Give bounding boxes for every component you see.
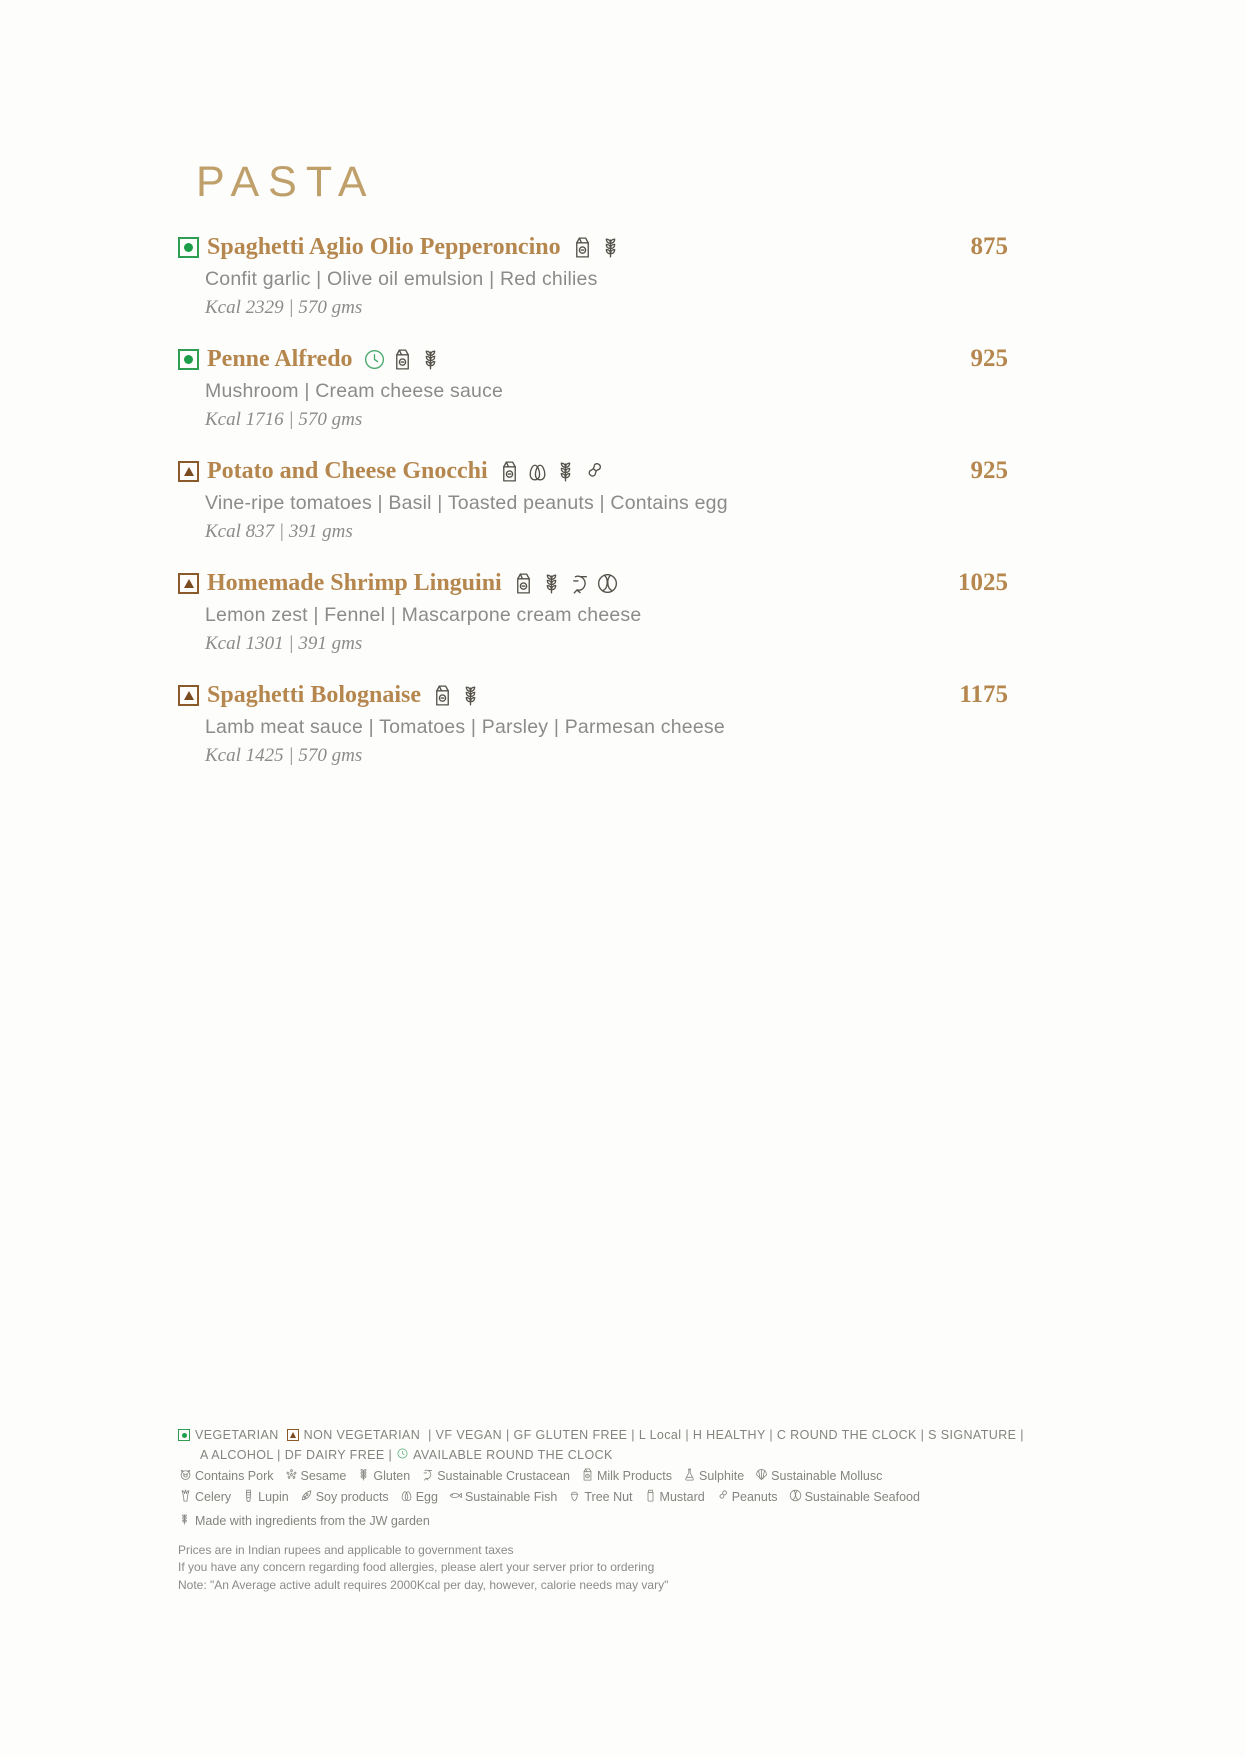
legend-item-label: Sustainable Seafood xyxy=(804,1490,920,1504)
milk-icon xyxy=(430,683,455,708)
allergen-legend-row-1 xyxy=(178,1467,1163,1485)
jw-garden-icon xyxy=(178,1511,191,1530)
non-vegetarian-icon xyxy=(178,685,199,706)
egg-icon xyxy=(525,459,550,484)
lupin-icon xyxy=(241,1488,256,1506)
legend-footer xyxy=(178,1428,1163,1594)
peanut-icon xyxy=(715,1488,730,1506)
gluten-icon xyxy=(458,683,483,708)
legend-alcohol-label: A ALCOHOL | DF DAIRY FREE | xyxy=(200,1448,393,1462)
peanut-icon xyxy=(581,459,606,484)
footer-notes xyxy=(178,1542,1163,1594)
legend-item xyxy=(399,1488,438,1506)
legend-item xyxy=(682,1467,744,1485)
menu-item xyxy=(178,233,1008,319)
menu-item xyxy=(178,569,1008,655)
milk-icon xyxy=(497,459,522,484)
menu-item-price: 875 xyxy=(970,233,1008,260)
mustard-icon xyxy=(643,1488,658,1506)
menu-item-price: 1025 xyxy=(958,569,1008,596)
legend-item xyxy=(356,1467,410,1485)
menu-item-name: Spaghetti Bolognaise xyxy=(207,681,422,708)
legend-item-label: Gluten xyxy=(373,1469,411,1483)
milk-icon xyxy=(390,347,415,372)
menu-item-name: Penne Alfredo xyxy=(207,345,353,372)
menu-item-allergen-icons xyxy=(362,347,443,372)
vegetarian-icon xyxy=(178,349,199,370)
legend-item xyxy=(178,1488,231,1506)
gluten-icon xyxy=(553,459,578,484)
vegetarian-icon xyxy=(178,237,199,258)
menu-item-allergen-icons xyxy=(497,459,606,484)
egg-icon xyxy=(399,1488,414,1506)
fish-icon xyxy=(448,1488,463,1506)
sustainable-seafood-icon xyxy=(788,1488,803,1506)
milk-icon xyxy=(570,235,595,260)
legend-item-label: Sesame xyxy=(300,1469,347,1483)
menu-item-header xyxy=(178,457,1008,485)
legend-item-label: Egg xyxy=(415,1490,438,1504)
footer-note: If you have any concern regarding food allergies, please alert your server prior to ordering xyxy=(178,1560,655,1575)
footer-note: Prices are in Indian rupees and applicable to government taxes xyxy=(178,1543,514,1557)
legend-item xyxy=(448,1488,557,1506)
legend-item xyxy=(715,1488,778,1506)
menu-item-description: Vine-ripe tomatoes | Basil | Toasted peanuts | Contains egg xyxy=(205,492,728,514)
soy-icon xyxy=(299,1488,314,1506)
round-the-clock-icon xyxy=(362,347,387,372)
garden-note-line xyxy=(178,1511,1163,1530)
legend-item-label: Soy products xyxy=(315,1490,389,1504)
menu-item xyxy=(178,345,1008,431)
sulphite-icon xyxy=(682,1467,697,1485)
tree-nut-icon xyxy=(567,1488,582,1506)
crustacean-icon xyxy=(420,1467,435,1485)
legend-item xyxy=(643,1488,705,1506)
menu-item-header xyxy=(178,569,1008,597)
non-vegetarian-icon xyxy=(178,573,199,594)
legend-alcohol-line xyxy=(200,1447,1163,1463)
footer-note: Note: "An Average active adult requires 2000Kcal per day, however, calorie needs may vary" xyxy=(178,1577,669,1592)
vegetarian-label: VEGETARIAN xyxy=(195,1428,279,1442)
legend-item-label: Milk Products xyxy=(596,1469,672,1483)
sesame-icon xyxy=(284,1467,299,1485)
menu-item-header xyxy=(178,233,1008,261)
legend-item xyxy=(299,1488,389,1506)
sustainable-seafood-icon xyxy=(595,571,620,596)
menu-item-price: 1175 xyxy=(959,681,1008,708)
non-vegetarian-icon xyxy=(178,461,199,482)
menu-item-allergen-icons xyxy=(430,683,483,708)
legend-item-label: Tree Nut xyxy=(584,1490,633,1504)
legend-item-label: Sulphite xyxy=(698,1469,745,1483)
legend-abbreviations: | VF VEGAN | GF GLUTEN FREE | L Local | H HEALTHY | C ROUND THE CLOCK | S SIGNATURE | xyxy=(428,1428,1024,1442)
menu-item-description: Mushroom | Cream cheese sauce xyxy=(205,380,504,402)
menu-item-price: 925 xyxy=(970,345,1008,372)
legend-item xyxy=(788,1488,920,1506)
round-the-clock-icon xyxy=(396,1447,409,1463)
garden-note-label: Made with ingredients from the JW garden xyxy=(195,1513,430,1528)
gluten-icon xyxy=(418,347,443,372)
legend-item-label: Sustainable Mollusc xyxy=(771,1469,883,1483)
menu-item-allergen-icons xyxy=(570,235,623,260)
vegetarian-icon xyxy=(178,1429,190,1441)
legend-item-label: Lupin xyxy=(258,1490,289,1504)
non-vegetarian-icon xyxy=(287,1429,299,1441)
menu-content xyxy=(178,158,1008,793)
menu-item-description: Lamb meat sauce | Tomatoes | Parsley | Parmesan cheese xyxy=(205,716,725,738)
menu-item-nutrition: Kcal 2329 | 570 gms xyxy=(205,297,363,318)
legend-item-label: Peanuts xyxy=(731,1490,778,1504)
legend-item-label: Mustard xyxy=(659,1490,705,1504)
menu-item-header xyxy=(178,681,1008,709)
gluten-icon xyxy=(356,1467,371,1485)
menu-item-name: Potato and Cheese Gnocchi xyxy=(207,457,488,484)
legend-item xyxy=(567,1488,632,1506)
menu-item xyxy=(178,457,1008,543)
mollusc-icon xyxy=(754,1467,769,1485)
menu-item-allergen-icons xyxy=(511,571,620,596)
menu-item-name: Spaghetti Aglio Olio Pepperoncino xyxy=(207,233,561,260)
legend-item xyxy=(420,1467,570,1485)
legend-item-label: Sustainable Crustacean xyxy=(437,1469,570,1483)
legend-item xyxy=(241,1488,289,1506)
legend-item-label: Celery xyxy=(195,1490,232,1504)
menu-item-header xyxy=(178,345,1008,373)
menu-item xyxy=(178,681,1008,767)
celery-icon xyxy=(178,1488,193,1506)
menu-item-price: 925 xyxy=(970,457,1008,484)
legend-item xyxy=(580,1467,672,1485)
milk-icon xyxy=(511,571,536,596)
gluten-icon xyxy=(539,571,564,596)
menu-item-description: Confit garlic | Olive oil emulsion | Red chilies xyxy=(205,268,598,290)
crustacean-icon xyxy=(567,571,592,596)
available-round-the-clock-label: AVAILABLE ROUND THE CLOCK xyxy=(413,1448,613,1462)
allergen-legend-row-2 xyxy=(178,1488,1163,1506)
menu-item-name: Homemade Shrimp Linguini xyxy=(207,569,502,596)
legend-item xyxy=(284,1467,347,1485)
legend-item xyxy=(754,1467,882,1485)
pork-icon xyxy=(178,1467,193,1485)
gluten-icon xyxy=(598,235,623,260)
menu-item-nutrition: Kcal 1301 | 391 gms xyxy=(205,633,363,654)
non-vegetarian-label: NON VEGETARIAN xyxy=(303,1428,421,1442)
legend-diet-line xyxy=(178,1428,1163,1442)
milk-icon xyxy=(580,1467,595,1485)
legend-item xyxy=(178,1467,274,1485)
menu-item-nutrition: Kcal 837 | 391 gms xyxy=(205,521,353,542)
menu-item-nutrition: Kcal 1425 | 570 gms xyxy=(205,745,363,766)
menu-items-list xyxy=(178,233,1008,767)
page-title: PASTA xyxy=(196,158,376,206)
legend-item-label: Sustainable Fish xyxy=(464,1490,558,1504)
legend-item-label: Contains Pork xyxy=(195,1469,274,1483)
menu-item-description: Lemon zest | Fennel | Mascarpone cream cheese xyxy=(205,604,642,626)
menu-item-nutrition: Kcal 1716 | 570 gms xyxy=(205,409,363,430)
